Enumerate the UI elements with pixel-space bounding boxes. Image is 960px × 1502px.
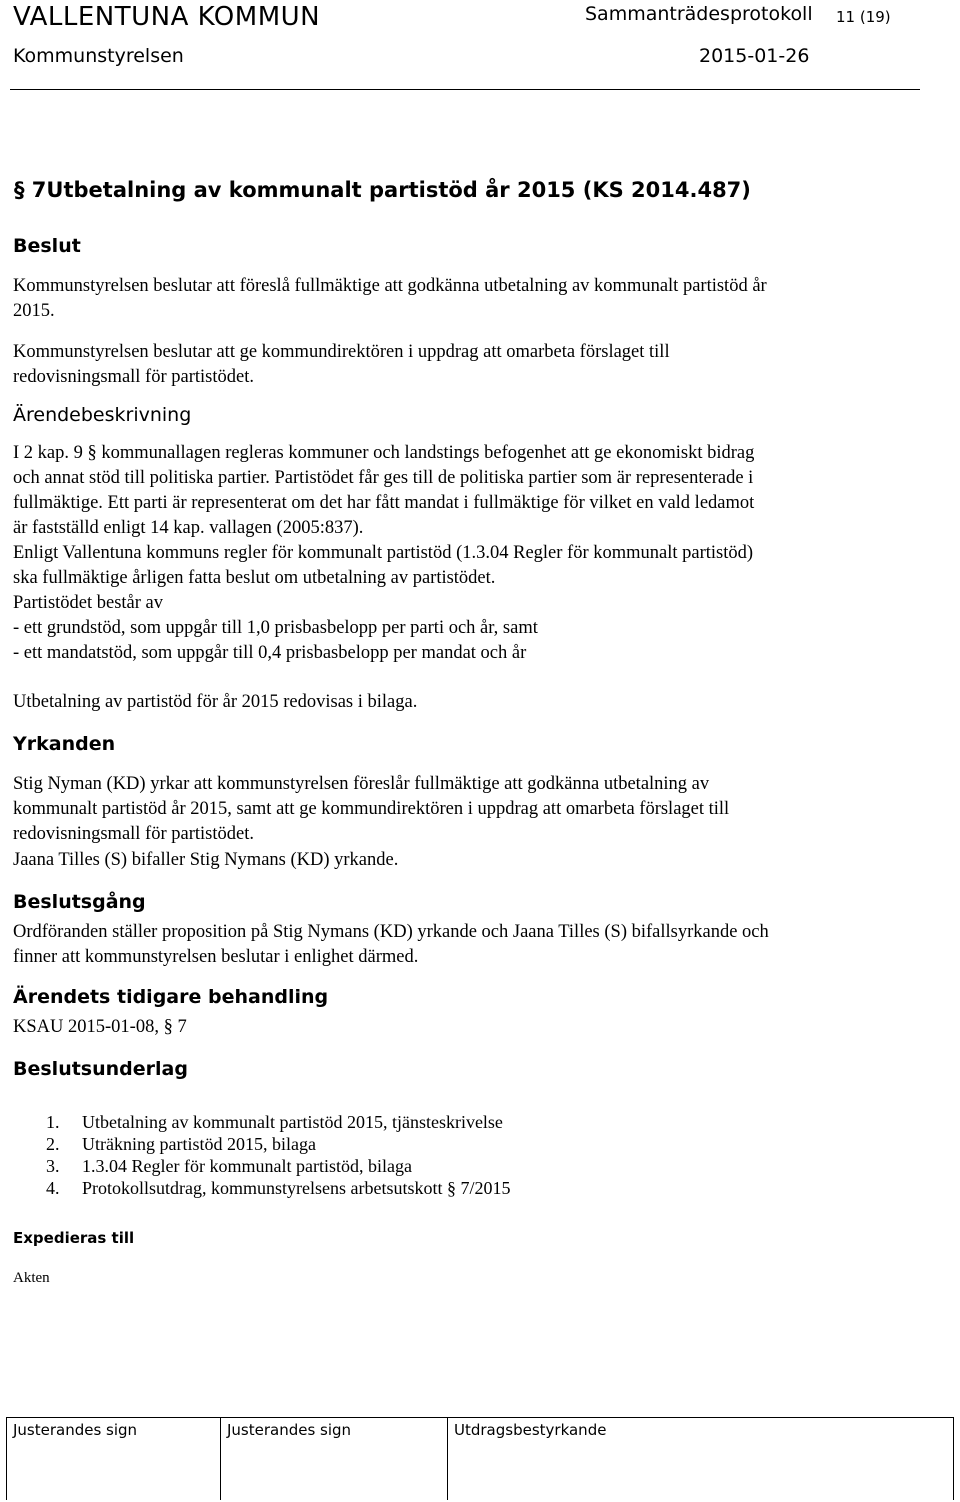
yrkanden-line: Stig Nyman (KD) yrkar att kommunstyrelsen föreslår fullmäktige att godkänna utbetalning av bbox=[13, 774, 710, 794]
arende-closing: Utbetalning av partistöd för år 2015 redovisas i bilaga. bbox=[13, 692, 418, 712]
yrkanden-line: kommunalt partistöd år 2015, samt att ge kommundirektören i uppdrag att omarbeta förslaget till bbox=[13, 799, 730, 819]
beslutsgang-text bbox=[13, 920, 769, 970]
tidigare-text: KSAU 2015-01-08, § 7 bbox=[13, 1017, 187, 1037]
arende-line: är fastställd enligt 14 kap. vallagen (2005:837). bbox=[13, 518, 364, 538]
arende-line: ska fullmäktige årligen fatta beslut om utbetalning av partistödet. bbox=[13, 568, 496, 588]
beslut-line: redovisningsmall för partistödet. bbox=[13, 367, 254, 387]
list-item bbox=[46, 1155, 510, 1177]
list-number: 3. bbox=[46, 1156, 60, 1176]
beslutsgang-heading: Beslutsgång bbox=[13, 891, 146, 913]
arende-line: och annat stöd till politiska partier. Partistödet får ges till de politiska partier som är representerade i bbox=[13, 468, 754, 488]
signature-label-1: Justerandes sign bbox=[13, 1421, 138, 1439]
yrkanden-heading: Yrkanden bbox=[13, 733, 116, 755]
list-number: 4. bbox=[46, 1178, 60, 1198]
expedieras-recipient: Akten bbox=[13, 1270, 50, 1286]
arende-line: I 2 kap. 9 § kommunallagen regleras kommuner och landstings befogenhet att ge ekonomiskt bidrag bbox=[13, 443, 755, 463]
beslut-line: Kommunstyrelsen beslutar att föreslå fullmäktige att godkänna utbetalning av kommunalt partistöd år bbox=[13, 276, 767, 296]
beslut-line: Kommunstyrelsen beslutar att ge kommundirektören i uppdrag att omarbeta förslaget till bbox=[13, 342, 670, 362]
arende-line: - ett grundstöd, som uppgår till 1,0 prisbasbelopp per parti och år, samt bbox=[13, 618, 538, 638]
beslut-line: 2015. bbox=[13, 301, 55, 321]
beslut-heading: Beslut bbox=[13, 235, 81, 257]
section-title: § 7Utbetalning av kommunalt partistöd år 2015 (KS 2014.487) bbox=[14, 178, 751, 202]
underlag-list bbox=[46, 1111, 510, 1199]
beslutsgang-line: finner att kommunstyrelsen beslutar i enlighet därmed. bbox=[13, 947, 419, 967]
list-text: Protokollsutdrag, kommunstyrelsens arbetsutskott § 7/2015 bbox=[82, 1178, 511, 1198]
list-text: 1.3.04 Regler för kommunalt partistöd, bilaga bbox=[82, 1156, 412, 1176]
meeting-date: 2015-01-26 bbox=[699, 45, 810, 67]
yrkanden-text bbox=[13, 772, 729, 847]
list-text: Utbetalning av kommunalt partistöd 2015, tjänsteskrivelse bbox=[82, 1112, 503, 1132]
beslut-text bbox=[13, 274, 767, 324]
committee-name: Kommunstyrelsen bbox=[13, 45, 184, 67]
underlag-heading: Beslutsunderlag bbox=[13, 1058, 188, 1080]
arendebeskrivning-heading: Ärendebeskrivning bbox=[13, 404, 192, 426]
signature-label-3: Utdragsbestyrkande bbox=[454, 1421, 607, 1439]
signature-label-2: Justerandes sign bbox=[227, 1421, 352, 1439]
signature-box-2 bbox=[220, 1417, 447, 1500]
yrkanden-second: Jaana Tilles (S) bifaller Stig Nymans (KD) yrkande. bbox=[13, 850, 399, 870]
list-item bbox=[46, 1133, 510, 1155]
document-type: Sammanträdesprotokoll bbox=[585, 3, 813, 25]
beslut-text-2 bbox=[13, 340, 670, 390]
organization-name: VALLENTUNA KOMMUN bbox=[13, 2, 321, 32]
header-divider bbox=[10, 89, 920, 90]
signature-box-3 bbox=[447, 1417, 954, 1500]
list-number: 2. bbox=[46, 1134, 60, 1154]
expedieras-heading: Expedieras till bbox=[13, 1229, 135, 1247]
arende-line: - ett mandatstöd, som uppgår till 0,4 prisbasbelopp per mandat och år bbox=[13, 643, 527, 663]
beslutsgang-line: Ordföranden ställer proposition på Stig Nymans (KD) yrkande och Jaana Tilles (S) bifallsyrkande och bbox=[13, 922, 769, 942]
signature-box-1 bbox=[6, 1417, 220, 1500]
list-number: 1. bbox=[46, 1112, 60, 1132]
tidigare-heading: Ärendets tidigare behandling bbox=[13, 986, 329, 1008]
list-item bbox=[46, 1111, 510, 1133]
list-text: Uträkning partistöd 2015, bilaga bbox=[82, 1134, 316, 1154]
arende-line: Enligt Vallentuna kommuns regler för kommunalt partistöd (1.3.04 Regler för kommunalt partistöd) bbox=[13, 543, 754, 563]
arende-line: fullmäktige. Ett parti är representerat om det har fått mandat i fullmäktige för vilket en vald ledamot bbox=[13, 493, 755, 513]
arende-line: Partistödet består av bbox=[13, 593, 164, 613]
page-number: 11 (19) bbox=[836, 8, 891, 26]
arendebeskrivning-text bbox=[13, 441, 754, 666]
list-item bbox=[46, 1177, 510, 1199]
yrkanden-line: redovisningsmall för partistödet. bbox=[13, 824, 254, 844]
